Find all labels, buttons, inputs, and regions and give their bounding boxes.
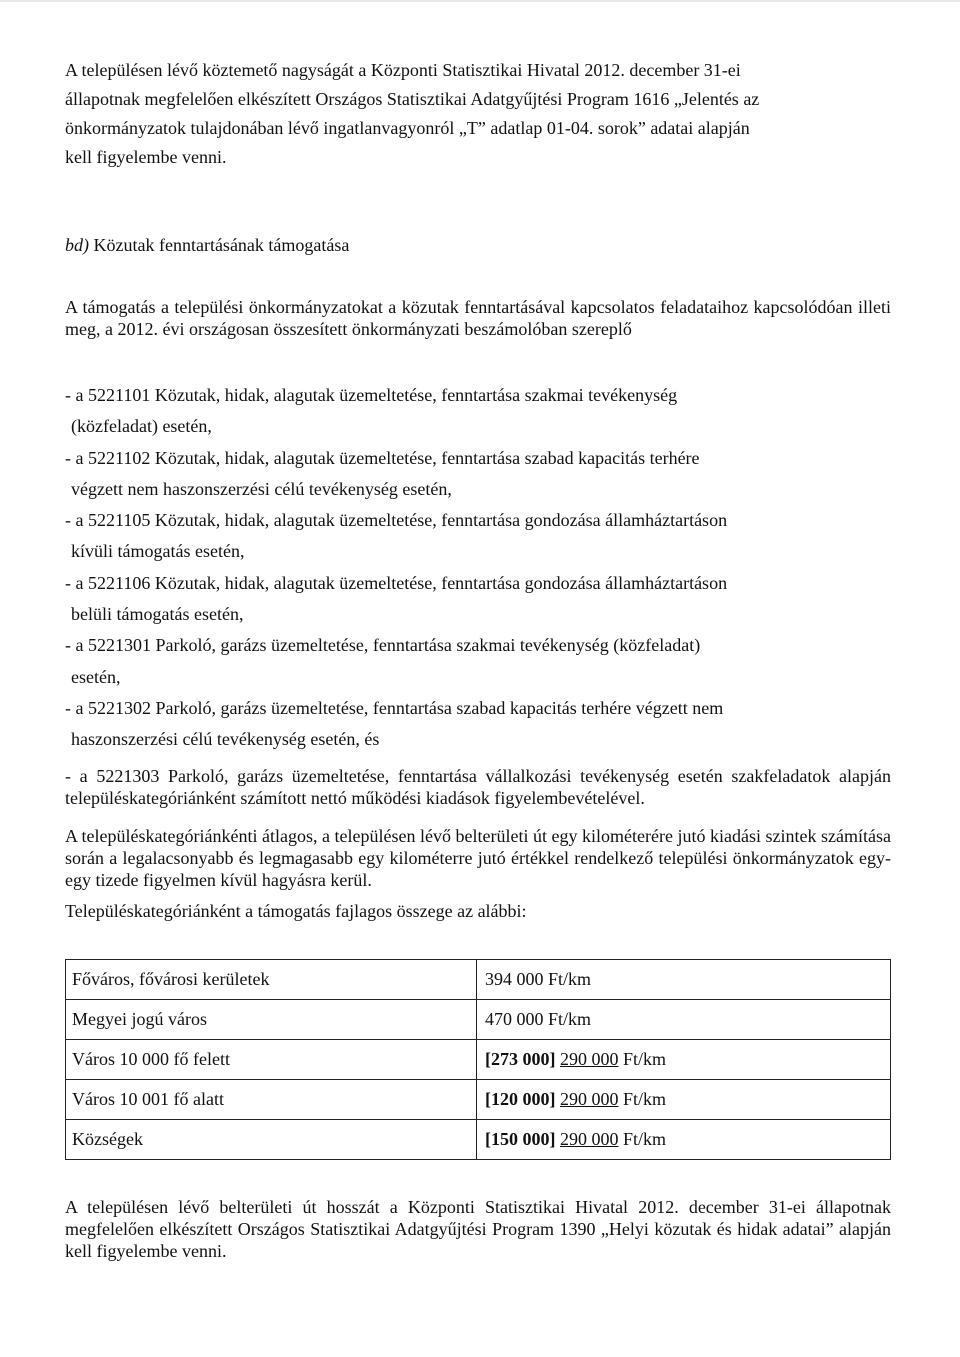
rate-unit: Ft/km — [618, 1049, 667, 1069]
table-row — [66, 1080, 891, 1120]
intro-line: A településen lévő köztemető nagyságát a Központi Statisztikai Hivatal 2012. december 31-ei — [65, 60, 741, 80]
category-cell: Megyei jogú város — [66, 1000, 477, 1040]
section-title: Közutak fenntartásának támogatása — [93, 235, 350, 255]
category-cell: Város 10 000 fő felett — [66, 1040, 477, 1080]
old-rate: [150 000] — [485, 1129, 556, 1149]
list-item: végzett nem haszonszerzési célú tevékenység esetén, — [71, 478, 452, 499]
list-item: - a 5221106 Közutak, hidak, alagutak üzemeltetése, fenntartása gondozása államháztartáson — [65, 572, 728, 593]
paragraph-parking: - a 5221303 Parkoló, garázs üzemeltetése, fenntartása vállalkozási tevékenység esetén szakfeladatok alapján településkategóriánként számított nettó működési kiadások figyelembevételével. — [65, 766, 891, 808]
new-rate: 290 000 — [560, 1129, 619, 1149]
intro-line: kell figyelembe venni. — [65, 147, 227, 167]
old-rate: [120 000] — [485, 1089, 556, 1109]
category-cell: Községek — [66, 1120, 477, 1160]
category-cell: Főváros, fővárosi kerületek — [66, 960, 477, 1000]
paragraph-rate-intro: Településkategóriánként a támogatás fajlagos összege az alábbi: — [65, 901, 527, 921]
section-heading — [65, 231, 891, 260]
list-item: - a 5221301 Parkoló, garázs üzemeltetése, fenntartása szakmai tevékenység (közfeladat) — [65, 635, 701, 656]
rates-table — [65, 959, 891, 1160]
list-item: haszonszerzési célú tevékenység esetén, és — [71, 729, 380, 750]
list-item: - a 5221302 Parkoló, garázs üzemeltetése, fenntartása szabad kapacitás terhére végzett nem — [65, 697, 724, 718]
list-item: belüli támogatás esetén, — [71, 604, 244, 625]
new-rate: 290 000 — [560, 1049, 619, 1069]
old-rate: [273 000] — [485, 1049, 556, 1069]
rate-cell — [477, 1040, 891, 1080]
section-label: bd) — [65, 235, 89, 255]
list-item: esetén, — [71, 666, 121, 687]
paragraph-support: A támogatás a települési önkormányzatokat a közutak fenntartásával kapcsolatos feladataihoz kapcsolódóan illeti meg, a 2012. évi országosan összesített önkormányzati beszámolóban szereplő — [65, 297, 891, 339]
rate-cell: 394 000 Ft/km — [477, 960, 891, 1000]
intro-line: önkormányzatok tulajdonában lévő ingatlanvagyonról „T” adatlap 01-04. sorok” adatai alapján — [65, 118, 750, 138]
intro-line: állapotnak megfelelően elkészített Országos Statisztikai Adatgyűjtési Program 1616 „Jelentés az — [65, 89, 760, 109]
table-row — [66, 1000, 891, 1040]
rate-cell — [477, 1120, 891, 1160]
category-cell: Város 10 001 fő alatt — [66, 1080, 477, 1120]
scan-top-edge — [0, 0, 960, 2]
new-rate: 290 000 — [560, 1089, 619, 1109]
list-item: kívüli támogatás esetén, — [71, 541, 245, 562]
activity-list — [65, 380, 891, 756]
list-item: (közfeladat) esetén, — [71, 416, 212, 437]
table-row — [66, 1120, 891, 1160]
list-item: - a 5221102 Közutak, hidak, alagutak üzemeltetése, fenntartása szabad kapacitás terhére — [65, 447, 700, 468]
list-item: - a 5221101 Közutak, hidak, alagutak üzemeltetése, fenntartása szakmai tevékenység — [65, 385, 678, 405]
table-row — [66, 1040, 891, 1080]
rate-unit: Ft/km — [618, 1089, 667, 1109]
paragraph-average: A településkategóriánkénti átlagos, a településen lévő belterületi út egy kilométerére jutó kiadási szintek számítása során a legalacsonyabb és legmagasabb egy kilométerre jutó értékkel rendelkező települési önkormányzatok egy-egy tizede figyelmen kívül hagyásra kerül. — [65, 826, 891, 890]
paragraph-road-length: A településen lévő belterületi út hosszát a Központi Statisztikai Hivatal 2012. december 31-ei állapotnak megfelelően elkészített Országos Statisztikai Adatgyűjtési Program 1390 „Helyi közutak és hidak adatai” alapján kell figyelembe venni. — [65, 1197, 891, 1261]
table-row — [66, 960, 891, 1000]
rate-cell: 470 000 Ft/km — [477, 1000, 891, 1040]
rate-unit: Ft/km — [618, 1129, 667, 1149]
intro-paragraph — [65, 56, 891, 172]
rate-cell — [477, 1080, 891, 1120]
list-item: - a 5221105 Közutak, hidak, alagutak üzemeltetése, fenntartása gondozása államháztartáson — [65, 510, 728, 531]
